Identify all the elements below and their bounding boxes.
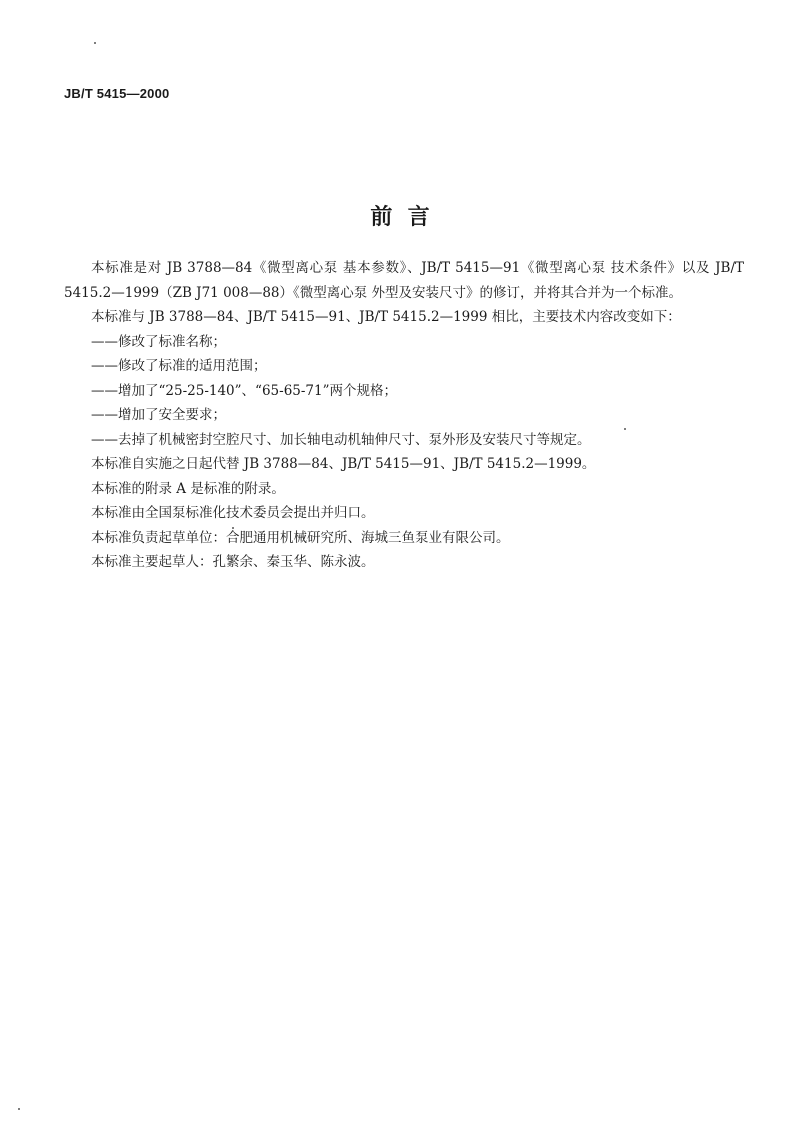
- scan-speck: [624, 428, 626, 430]
- foreword-body: [64, 256, 744, 575]
- intro-paragraph: 本标准是对 JB 3788—84《微型离心泵 基本参数》、JB/T 5415—91《微型离心泵 技术条件》以及 JB/T 5415.2—1999（ZB J71 008—88）《微型离心泵 外型及安装尺寸》的修订，并将其合并为一个标准。: [64, 260, 744, 301]
- replacement-statement: 本标准自实施之日起代替 JB 3788—84、JB/T 5415—91、JB/T 5415.2—1999。: [91, 456, 596, 472]
- change-item: ——增加了安全要求；: [91, 407, 226, 423]
- proposer-statement: 本标准由全国泵标准化技术委员会提出并归口。: [91, 505, 375, 521]
- scan-speck: [18, 1108, 20, 1110]
- document-code: JB/T 5415—2000: [64, 86, 170, 101]
- appendix-statement: 本标准的附录 A 是标准的附录。: [91, 480, 285, 497]
- drafters-statement: 本标准主要起草人：孔繁余、秦玉华、陈永波。: [91, 554, 375, 570]
- change-item: ——修改了标准名称；: [91, 333, 226, 350]
- comparison-paragraph: 本标准与 JB 3788—84、JB/T 5415—91、JB/T 5415.2—1999 相比，主要技术内容改变如下：: [91, 309, 681, 325]
- change-item: ——修改了标准的适用范围；: [91, 358, 267, 374]
- change-item: ——去掉了机械密封空腔尺寸、加长轴电动机轴伸尺寸、泵外形及安装尺寸等规定。: [91, 431, 591, 448]
- page-title: 前 言: [370, 205, 430, 230]
- change-item: ——增加了“25-25-140”、“65-65-71”两个规格；: [91, 382, 398, 399]
- scan-speck: [232, 527, 234, 529]
- scan-speck: [94, 42, 96, 44]
- drafting-units-statement: 本标准负责起草单位：合肥通用机械研究所、海城三鱼泵业有限公司。: [91, 529, 510, 546]
